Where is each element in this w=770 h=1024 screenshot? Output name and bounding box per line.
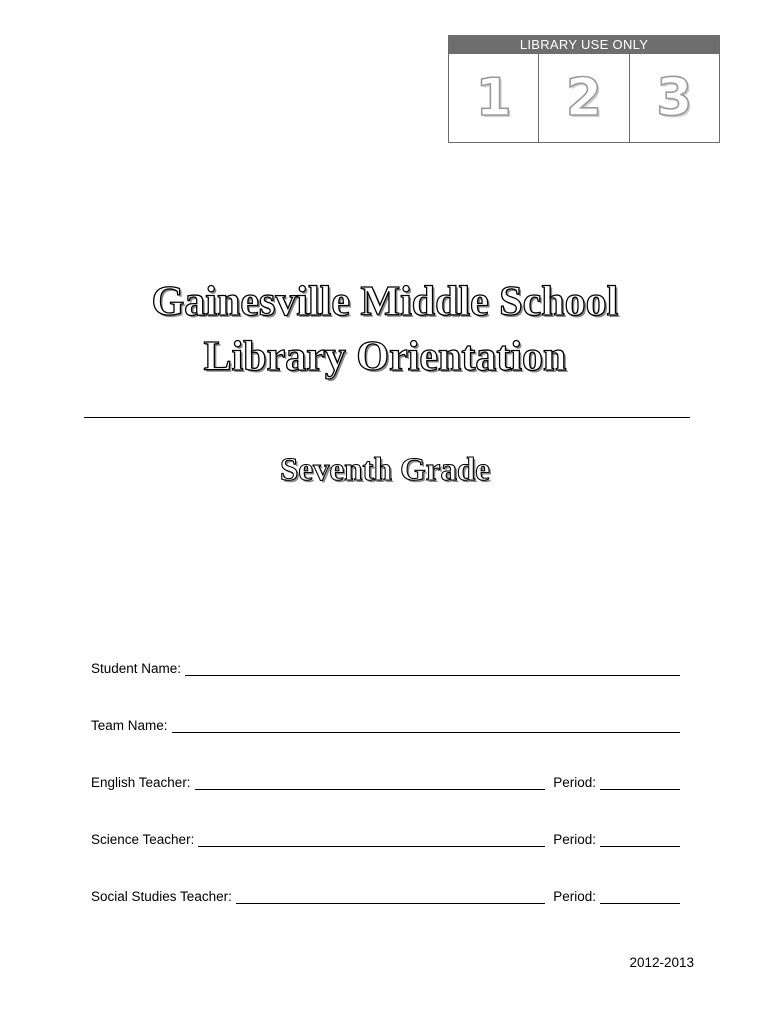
science-teacher-field[interactable] bbox=[198, 832, 545, 847]
social-studies-teacher-field[interactable] bbox=[236, 889, 545, 904]
english-period-field[interactable] bbox=[600, 775, 680, 790]
library-cell-number: 3 bbox=[656, 68, 693, 128]
library-use-only-box bbox=[448, 35, 720, 143]
team-name-row bbox=[91, 709, 680, 733]
school-year: 2012-2013 bbox=[629, 955, 694, 970]
library-cell-1[interactable] bbox=[449, 54, 539, 142]
student-name-field[interactable] bbox=[185, 661, 680, 676]
student-name-row bbox=[91, 652, 680, 676]
english-teacher-row bbox=[91, 766, 680, 790]
period-label: Period: bbox=[553, 889, 596, 904]
library-cell-3[interactable] bbox=[630, 54, 719, 142]
period-label: Period: bbox=[553, 832, 596, 847]
team-name-field[interactable] bbox=[172, 718, 680, 733]
document-title-line1: Gainesville Middle School bbox=[151, 279, 619, 325]
student-name-label: Student Name: bbox=[91, 661, 182, 676]
social-studies-period-field[interactable] bbox=[600, 889, 680, 904]
science-teacher-row bbox=[91, 823, 680, 847]
title-divider bbox=[84, 417, 690, 418]
social-studies-teacher-label: Social Studies Teacher: bbox=[91, 889, 232, 904]
library-cell-2[interactable] bbox=[539, 54, 629, 142]
library-use-only-header: LIBRARY USE ONLY bbox=[449, 36, 719, 54]
library-cell-number: 2 bbox=[565, 68, 603, 128]
english-teacher-field[interactable] bbox=[195, 775, 546, 790]
library-cell-number: 1 bbox=[475, 68, 512, 128]
grade-heading: Seventh Grade bbox=[280, 452, 490, 488]
library-checkbox-cells bbox=[449, 54, 719, 142]
social-studies-teacher-row bbox=[91, 880, 680, 904]
team-name-label: Team Name: bbox=[91, 718, 168, 733]
science-teacher-label: Science Teacher: bbox=[91, 832, 195, 847]
english-teacher-label: English Teacher: bbox=[91, 775, 191, 790]
document-title-line2: Library Orientation bbox=[203, 334, 567, 380]
period-label: Period: bbox=[553, 775, 596, 790]
science-period-field[interactable] bbox=[600, 832, 680, 847]
